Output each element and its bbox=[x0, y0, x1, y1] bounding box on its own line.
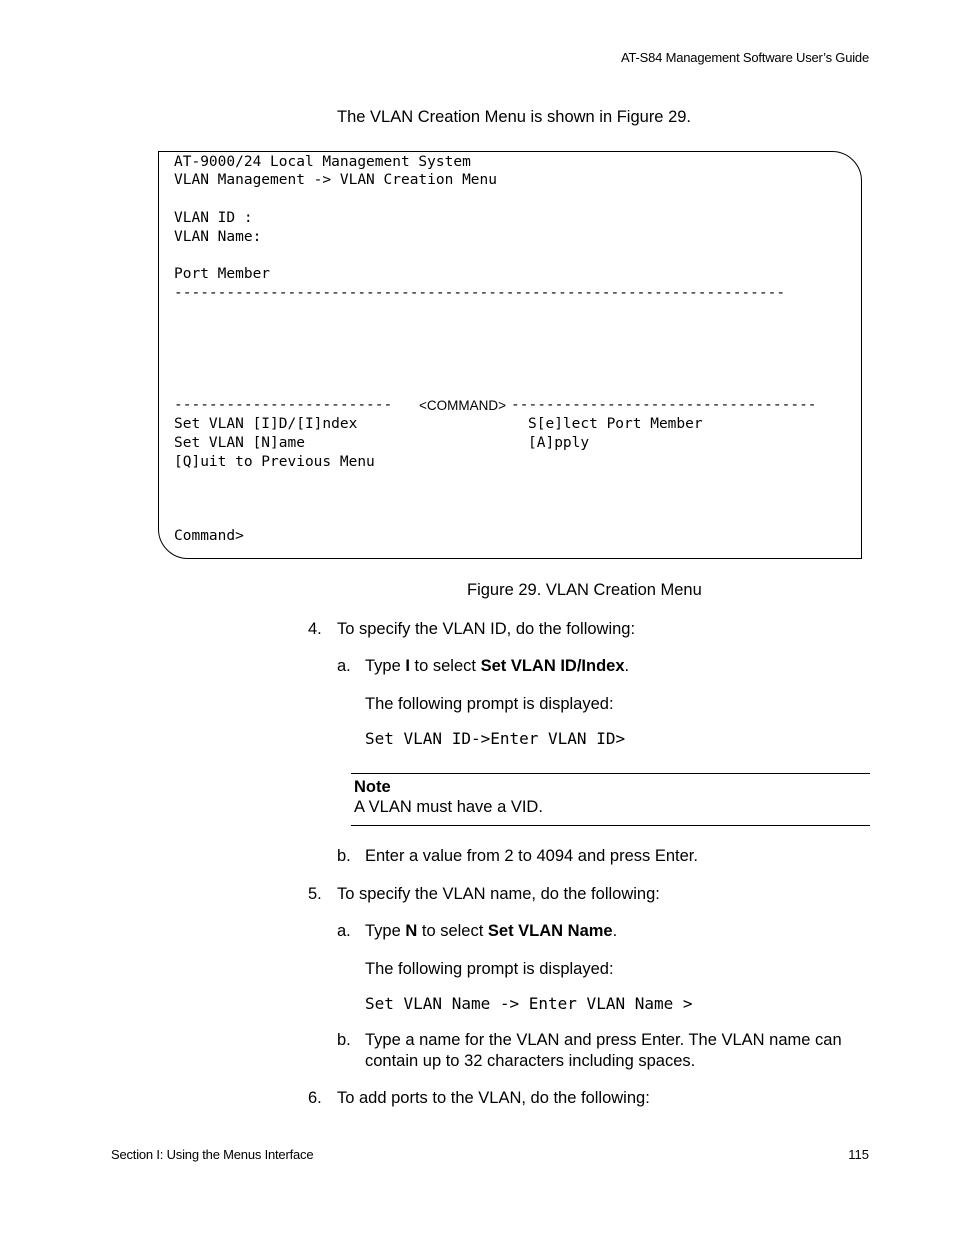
note-body: A VLAN must have a VID. bbox=[354, 798, 543, 816]
step-4a-letter: a. bbox=[337, 657, 351, 675]
screen-vlan-name-label: VLAN Name: bbox=[174, 229, 262, 245]
screen-port-member-label: Port Member bbox=[174, 266, 271, 282]
step-6-text: To add ports to the VLAN, do the following: bbox=[337, 1089, 650, 1107]
screen-option-select-port[interactable]: S[e]lect Port Member bbox=[528, 416, 703, 432]
note-box bbox=[351, 773, 870, 826]
step-4a-prompt-text: The following prompt is displayed: bbox=[365, 695, 614, 713]
running-header: AT-S84 Management Software User’s Guide bbox=[621, 50, 869, 65]
step-5-number: 5. bbox=[308, 885, 322, 903]
step-4a-text: Type I to select Set VLAN ID/Index. bbox=[365, 657, 630, 675]
step-5-text: To specify the VLAN name, do the following: bbox=[337, 885, 660, 903]
step-5a-text: Type N to select Set VLAN Name. bbox=[365, 922, 618, 940]
screen-breadcrumb: VLAN Management -> VLAN Creation Menu bbox=[174, 172, 498, 188]
step-5a-letter: a. bbox=[337, 922, 351, 940]
step-5a-code: Set VLAN Name -> Enter VLAN Name > bbox=[365, 994, 693, 1013]
screen-command-prompt[interactable]: Command> bbox=[174, 528, 244, 544]
screen-vlan-id-label: VLAN ID : bbox=[174, 210, 253, 226]
screen-option-quit[interactable]: [Q]uit to Previous Menu bbox=[174, 454, 375, 470]
intro-text: The VLAN Creation Menu is shown in Figure 29. bbox=[337, 108, 692, 126]
footer-page-number: 115 bbox=[848, 1147, 869, 1162]
figure-caption: Figure 29. VLAN Creation Menu bbox=[467, 581, 702, 599]
screen-command-label: <COMMAND> bbox=[419, 398, 507, 413]
step-5a-prompt-text: The following prompt is displayed: bbox=[365, 960, 614, 978]
screen-option-set-name[interactable]: Set VLAN [N]ame bbox=[174, 435, 305, 451]
step-6-number: 6. bbox=[308, 1089, 322, 1107]
screen-option-apply[interactable]: [A]pply bbox=[528, 435, 590, 451]
step-5b-letter: b. bbox=[337, 1031, 351, 1049]
screen-divider: ---------------------------------------------------------------------- bbox=[174, 285, 786, 301]
note-title: Note bbox=[354, 778, 391, 796]
terminal-screen bbox=[158, 151, 862, 559]
footer-section: Section I: Using the Menus Interface bbox=[111, 1147, 314, 1162]
screen-command-divider-left: ------------------------- bbox=[174, 397, 393, 413]
step-4b-letter: b. bbox=[337, 847, 351, 865]
step-5b-line-1: Type a name for the VLAN and press Enter. The VLAN name can bbox=[365, 1031, 842, 1049]
screen-system-title: AT-9000/24 Local Management System bbox=[174, 154, 471, 170]
screen-command-divider-right: ----------------------------------- bbox=[511, 397, 817, 413]
step-4-number: 4. bbox=[308, 620, 322, 638]
step-4b-text: Enter a value from 2 to 4094 and press Enter. bbox=[365, 847, 698, 865]
step-5b-line-2: contain up to 32 characters including spaces. bbox=[365, 1052, 696, 1070]
step-4a-code: Set VLAN ID->Enter VLAN ID> bbox=[365, 729, 626, 748]
screen-option-set-id[interactable]: Set VLAN [I]D/[I]ndex bbox=[174, 416, 358, 432]
step-4-text: To specify the VLAN ID, do the following: bbox=[337, 620, 636, 638]
